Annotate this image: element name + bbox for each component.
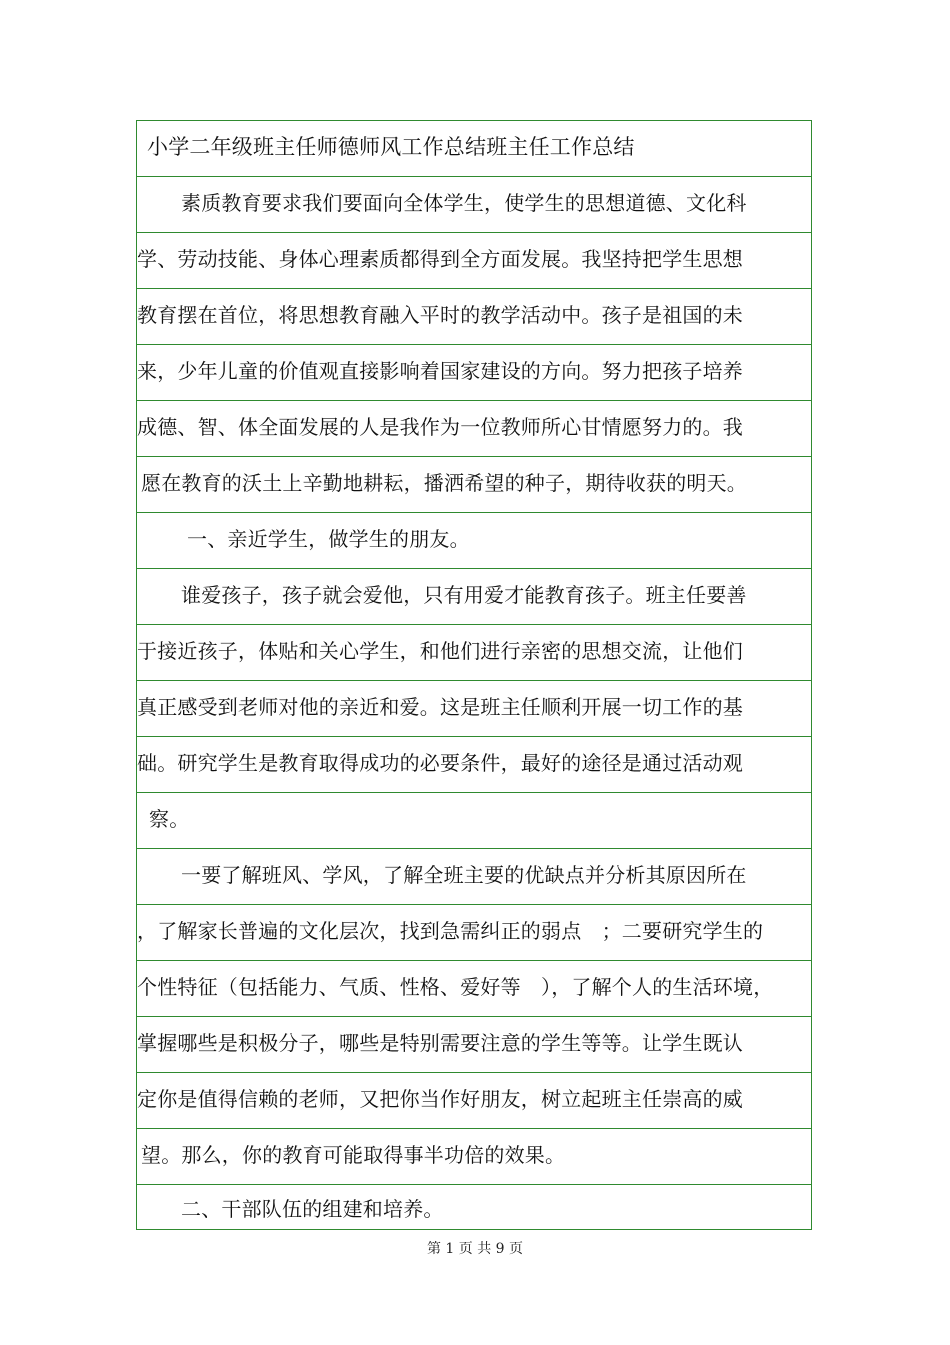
table-row bbox=[137, 793, 811, 849]
paragraph-line: 素质教育要求我们要面向全体学生，使学生的思想道德、文化科 bbox=[181, 191, 747, 215]
table-row bbox=[137, 177, 811, 233]
table-row bbox=[137, 121, 811, 177]
table-row bbox=[137, 569, 811, 625]
table-row bbox=[137, 737, 811, 793]
paragraph-line: 愿在教育的沃土上辛勤地耕耘，播洒希望的种子，期待收获的明天。 bbox=[141, 471, 747, 495]
table-row bbox=[137, 1073, 811, 1129]
paragraph-line: 础。研究学生是教育取得成功的必要条件，最好的途径是通过活动观 bbox=[137, 751, 743, 775]
section-heading: 二、干部队伍的组建和培养。 bbox=[181, 1197, 444, 1221]
table-row bbox=[137, 681, 811, 737]
table-row bbox=[137, 1185, 811, 1231]
paragraph-line: 真正感受到老师对他的亲近和爱。这是班主任顺利开展一切工作的基 bbox=[137, 695, 743, 719]
paragraph-line: ，了解家长普遍的文化层次，找到急需纠正的弱点 ；二要研究学生的 bbox=[137, 919, 764, 943]
paragraph-line: 掌握哪些是积极分子，哪些是特别需要注意的学生等等。让学生既认 bbox=[137, 1031, 743, 1055]
paragraph-line: 教育摆在首位，将思想教育融入平时的教学活动中。孩子是祖国的未 bbox=[137, 303, 743, 327]
table-row bbox=[137, 1017, 811, 1073]
document-page bbox=[136, 120, 812, 1230]
paragraph-line: 察。 bbox=[149, 807, 190, 831]
paragraph-line: 学、劳动技能、身体心理素质都得到全方面发展。我坚持把学生思想 bbox=[137, 247, 743, 271]
paragraph-line: 一要了解班风、学风，了解全班主要的优缺点并分析其原因所在 bbox=[181, 863, 747, 887]
table-row bbox=[137, 513, 811, 569]
paragraph-line: 成德、智、体全面发展的人是我作为一位教师所心甘情愿努力的。我 bbox=[137, 415, 743, 439]
table-row bbox=[137, 401, 811, 457]
paragraph-line: 来，少年儿童的价值观直接影响着国家建设的方向。努力把孩子培养 bbox=[137, 359, 743, 383]
page-number: 第 1 页 共 9 页 bbox=[426, 1241, 524, 1257]
table-row bbox=[137, 849, 811, 905]
table-row bbox=[137, 1129, 811, 1185]
table-row bbox=[137, 625, 811, 681]
table-row bbox=[137, 457, 811, 513]
paragraph-line: 个性特征（包括能力、气质、性格、爱好等 ），了解个人的生活环境， bbox=[137, 975, 774, 999]
paragraph-line: 定你是值得信赖的老师，又把你当作好朋友，树立起班主任崇高的威 bbox=[137, 1087, 743, 1111]
paragraph-line: 望。那么，你的教育可能取得事半功倍的效果。 bbox=[141, 1143, 566, 1167]
table-row bbox=[137, 345, 811, 401]
section-heading: 一、亲近学生，做学生的朋友。 bbox=[187, 527, 470, 551]
paragraph-line: 于接近孩子，体贴和关心学生，和他们进行亲密的思想交流，让他们 bbox=[137, 639, 743, 663]
table-row bbox=[137, 905, 811, 961]
table-row bbox=[137, 289, 811, 345]
paragraph-line: 谁爱孩子，孩子就会爱他，只有用爱才能教育孩子。班主任要善 bbox=[181, 583, 747, 607]
document-title: 小学二年级班主任师德师风工作总结班主任工作总结 bbox=[147, 135, 635, 159]
table-row bbox=[137, 961, 811, 1017]
table-row bbox=[137, 233, 811, 289]
